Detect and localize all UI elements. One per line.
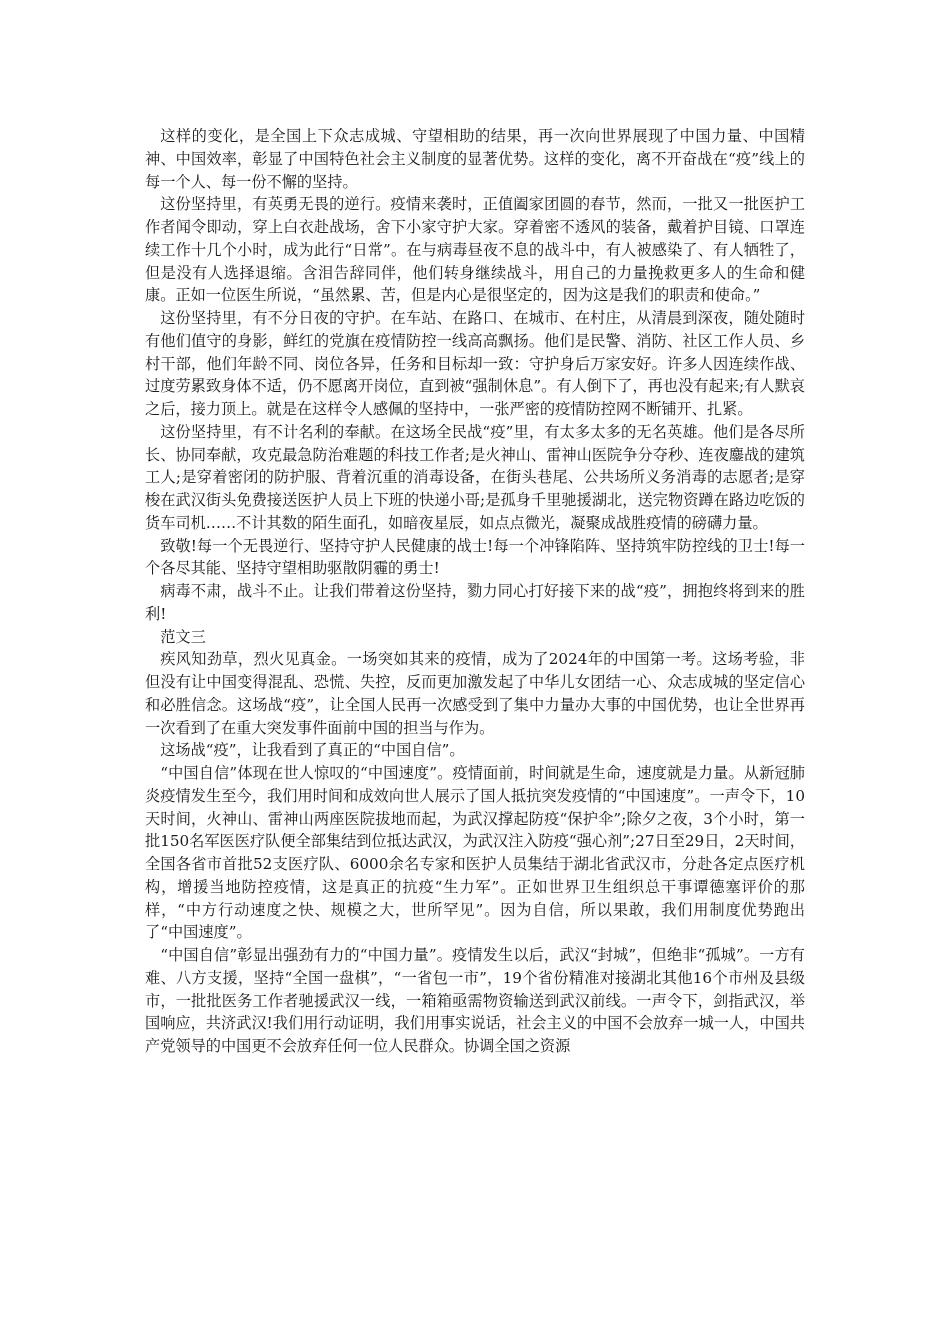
paragraph-changes: 这样的变化，是全国上下众志成城、守望相助的结果，再一次向世界展现了中国力量、中国精神、中国效率，彰显了中国特色社会主义制度的显著优势。这样的变化，离不开奋战在“疫”线上的每一个人、每一份不懈的坚持。 bbox=[145, 127, 805, 191]
paragraph-fearless-retrograde: 这份坚持里，有英勇无畏的逆行。疫情来袭时，正值阖家团圆的春节，然而，一批又一批医护工作者闻令即动，穿上白衣赴战场，舍下小家守护大家。穿着密不透风的装备，戴着护目镜、口罩连续工作十几个小时，成为此行“日常”。在与病毒昼夜不息的战斗中，有人被感染了、有人牺牲了，但是没有人选择退缩。含泪告辞同伴，他们转身继续战斗，用自己的力量挽救更多人的生命和健康。正如一位医生所说，“虽然累、苦，但是内心是很坚定的，因为这是我们的职责和使命。” bbox=[145, 195, 805, 305]
paragraph-first-exam: 疾风知劲草，烈火见真金。一场突如其来的疫情，成为了2024年的中国第一考。这场考验，非但没有让中国变得混乱、恐慌、失控，反而更加激发起了中华儿女团结一心、众志成城的坚定信心和必胜信念。这场战“疫”，让全国人民再一次感受到了集中力量办大事的中国优势，也让全世界再一次看到了在重大突发事件面前中国的担当与作为。 bbox=[145, 650, 805, 737]
paragraph-selfless-dedication: 这份坚持里，有不计名利的奉献。在这场全民战“疫”里，有太多太多的无名英雄。他们是各尽所长、协同奉献，攻克最急防治难题的科技工作者;是火神山、雷神山医院争分夺秒、连夜鏖战的建筑工人;是穿着密闭的防护服、背着沉重的消毒设备，在街头巷尾、公共场所义务消毒的志愿者;是穿梭在武汉街头免费接送医护人员上下班的快递小哥;是孤身千里驰援湖北，送完物资蹲在路边吃饭的货车司机……不计其数的陌生面孔，如暗夜星辰，如点点微光，凝聚成战胜疫情的磅礴力量。 bbox=[145, 422, 805, 532]
paragraph-china-power: “中国自信”彰显出强劲有力的“中国力量”。疫情发生以后，武汉“封城”，但绝非“孤城”。一方有难、八方支援，坚持“全国一盘棋”，“一省包一市”，19个省份精准对接湖北其他16个市州及县级市，一批批医务工作者驰援武汉一线，一箱箱亟需物资输送到武汉前线。一声令下，剑指武汉，举国响应，共济武汉!我们用行动证明，我们用事实说话，社会主义的中国不会放弃一城一人，中国共产党领导的中国更不会放弃任何一位人民群众。协调全国之资源 bbox=[145, 946, 805, 1055]
paragraph-victory: 病毒不肃，战斗不止。让我们带着这份坚持，勠力同心打好接下来的战“疫”，拥抱终将到来的胜利! bbox=[145, 582, 805, 623]
document-page bbox=[145, 125, 805, 1058]
paragraph-salute: 致敬!每一个无畏逆行、坚持守护人民健康的战士!每一个冲锋陷阵、坚持筑牢防控线的卫士!每一个各尽其能、坚持守望相助驱散阴霾的勇士! bbox=[145, 536, 805, 578]
paragraph-china-speed: “中国自信”体现在世人惊叹的“中国速度”。疫情面前，时间就是生命，速度就是力量。从新冠肺炎疫情发生至今，我们用时间和成效向世人展示了国人抵抗突发疫情的“中国速度”。一声令下，10天时间，火神山、雷神山两座医院拔地而起，为武汉撑起防疫“保护伞”;除夕之夜，3个小时，第一批150名军医医疗队便全部集结到位抵达武汉，为武汉注入防疫“强心剂”;27日至29日，2天时间，全国各省市首批52支医疗队、6000余名专家和医护人员集结于湖北省武汉市，分赴各定点医疗机构，增援当地防控疫情，这是真正的抗疫“生力军”。正如世界卫生组织总干事谭德塞评价的那样，“中方行动速度之快、规模之大，世所罕见”。因为自信，所以果敢，我们用制度优势跑出了“中国速度”。 bbox=[145, 764, 805, 942]
paragraph-china-confidence: 这场战“疫”，让我看到了真正的“中国自信”。 bbox=[160, 741, 465, 760]
section-heading: 范文三 bbox=[160, 627, 206, 646]
paragraph-day-night-guard: 这份坚持里，有不分日夜的守护。在车站、在路口、在城市、在村庄，从清晨到深夜，随处随时有他们值守的身影，鲜红的党旗在疫情防控一线高高飘扬。他们是民警、消防、社区工作人员、乡村干部，他们年龄不同、岗位各异，任务和目标却一致：守护身后万家安好。许多人因连续作战、过度劳累致身体不适，仍不愿离开岗位，直到被“强制休息”。有人倒下了，再也没有起来;有人默哀之后，接力顶上。就是在这样令人感佩的坚持中，一张严密的疫情防控网不断铺开、扎紧。 bbox=[145, 309, 805, 418]
